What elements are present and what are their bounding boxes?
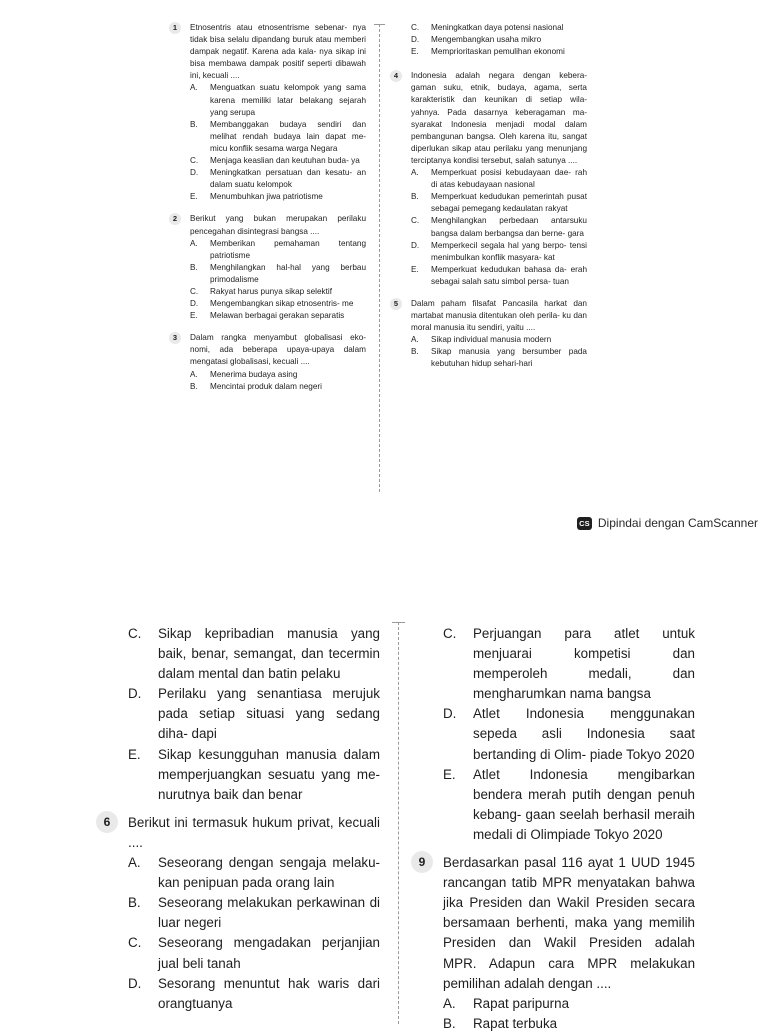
text-line: sama karena memiliki latar belakang (210, 83, 367, 105)
text-line: Sikap manusia yang bersumber pada (431, 347, 587, 357)
text-line: Rapat paripurna (473, 995, 570, 1011)
answer-option (190, 286, 366, 298)
question-3 (172, 332, 366, 392)
text-line: Sikap kepribadian manusia yang baik, (158, 626, 380, 662)
text-line: dan mengharumkan nama bangsa (473, 666, 695, 702)
answer-option (190, 369, 366, 381)
text-line: memperjuangkan sesuatu yang me- (158, 766, 380, 782)
text-line: me (342, 299, 354, 309)
option-text (431, 240, 587, 264)
text-line: Mengembangkan sikap etnosentris- (210, 299, 340, 309)
option-letter: C. (443, 626, 457, 641)
text-line: gaman suku, etnik, budaya, agama, serta (411, 83, 587, 93)
answer-option (190, 155, 366, 167)
option-text (158, 933, 380, 973)
option-text (210, 298, 366, 310)
text-line: kan penipuan pada orang lain (158, 875, 335, 891)
text-line: memberi dampak negatif. Karena ada kala- (190, 35, 367, 57)
text-line: adalah dengan .... (504, 975, 612, 991)
option-letter: A. (411, 335, 419, 345)
text-line: orangtuanya (158, 995, 233, 1011)
text-line: jual beli tanah (158, 955, 241, 971)
answer-option (443, 704, 695, 764)
text-line: gara (567, 228, 584, 238)
option-letter: D. (128, 975, 142, 991)
text-line: Memperkuat posisi kebudayaan dae- (431, 168, 571, 178)
option-letter: B. (190, 262, 198, 272)
answer-option (190, 119, 366, 155)
option-text (210, 167, 366, 191)
question-5 (393, 298, 587, 371)
option-letter: B. (190, 119, 198, 129)
answer-option (443, 994, 695, 1014)
text-line: kat (543, 252, 555, 262)
option-letter: C. (190, 156, 199, 166)
text-line: Seseorang dengan sengaja melaku- (158, 855, 380, 871)
text-line: ya (351, 156, 360, 166)
text-line: Dalam paham filsafat Pancasila harkat dan (411, 298, 587, 308)
text-line: Sikap kesungguhan manusia dalam (158, 746, 380, 762)
text-line: menunjang terciptanya kondisi tersebut, (411, 143, 587, 165)
option-letter: D. (411, 35, 420, 45)
option-letter: B. (443, 1015, 456, 1031)
text-line: Olimpiade Tokyo 2020 (530, 826, 663, 842)
text-line: tuan (552, 276, 569, 286)
answer-option (411, 22, 587, 34)
answer-option (411, 34, 587, 46)
option-letter: C. (128, 935, 142, 951)
text-line: Atlet Indonesia menggunakan sepeda (473, 706, 695, 742)
answer-option (128, 624, 380, 684)
answer-option (190, 191, 366, 203)
option-text (431, 34, 587, 46)
text-line: merah putih dengan penuh kebang- (473, 786, 695, 822)
answer-option (411, 346, 587, 370)
answer-option (128, 893, 380, 933)
answer-option (411, 46, 587, 58)
option-text (158, 745, 380, 805)
text-line: kompetisi dan memperoleh medali, (473, 646, 695, 682)
text-line: karakteristik dan keunikan di setiap wila- (411, 95, 587, 105)
option-text (210, 238, 366, 262)
answer-option (411, 167, 587, 191)
answer-option (190, 310, 366, 322)
text-line: Meningkatkan persatuan dan kesatu- (210, 168, 353, 178)
option-letter: D. (411, 240, 420, 250)
option-text (473, 765, 695, 845)
option-text (210, 262, 366, 286)
option-text (210, 119, 366, 155)
text-line: Berdasarkan pasal 116 ayat 1 UUD 1945 (443, 855, 695, 871)
option-text (473, 624, 695, 704)
question-number: 3 (169, 332, 181, 344)
option-text (431, 334, 587, 346)
option-letter: C. (411, 216, 420, 226)
camscanner-watermark (577, 514, 758, 532)
text-line: pusat sebagai pemegang kedaulatan (431, 192, 588, 214)
answer-option (411, 240, 587, 264)
question-stem (190, 22, 366, 82)
text-line: sejarah yang serupa (210, 95, 366, 117)
answer-option (190, 82, 366, 118)
answer-option (411, 264, 587, 288)
answer-option (128, 745, 380, 805)
text-line: salah satunya .... (515, 155, 578, 165)
question-stem (411, 298, 587, 334)
option-text (158, 974, 380, 1014)
left-column (103, 624, 380, 1014)
text-line: Memperkecil segala hal yang berpo- (431, 240, 567, 250)
option-letter: A. (128, 855, 141, 871)
option-text (210, 369, 366, 381)
question-number: 9 (411, 851, 433, 873)
camscanner-text: Dipindai dengan CamScanner (597, 516, 758, 530)
option-text (431, 264, 587, 288)
text-line: mental dan batin pelaku (198, 666, 341, 682)
text-line: bersamaan berhenti, maka yang memilih (443, 915, 695, 931)
continued-options (411, 22, 587, 58)
option-text (431, 346, 587, 370)
text-line: Berikut ini termasuk hukum privat, kecuali (128, 814, 380, 830)
question-stem (443, 853, 695, 994)
option-letter: B. (128, 895, 141, 911)
text-line: nurutnya baik dan benar (158, 786, 303, 802)
question-list (393, 70, 588, 370)
text-line: Presiden dan Wakil Presiden adalah MPR. (443, 935, 695, 971)
answer-option (128, 684, 380, 744)
text-line: piade Tokyo 2020 (589, 746, 695, 762)
text-line: gaan seelah berhasil meraih medali di (473, 806, 695, 842)
text-line: rakyat (545, 204, 568, 214)
question-2 (172, 213, 366, 322)
text-line: Menerima budaya asing (210, 369, 298, 379)
option-letter: E. (411, 264, 419, 274)
scan-page-1 (0, 18, 768, 493)
text-line: Indonesia adalah negara dengan kebera- (411, 71, 587, 81)
text-line: Memprioritaskan pemulihan ekonomi (431, 47, 565, 57)
text-line: Memberikan pemahaman tentang (210, 238, 366, 248)
text-line: Memperkuat kedudukan bahasa da- (431, 264, 567, 274)
option-letter: A. (411, 168, 419, 178)
text-line: rah di atas kebudayaan nasional (431, 168, 588, 190)
text-line: melihat rendah budaya lain dapat me- (210, 131, 366, 141)
text-line: jika Presiden dan Wakil Presiden secara (443, 895, 695, 911)
option-letter: B. (411, 192, 419, 202)
option-text (431, 22, 587, 34)
text-line: tensi menimbulkan konflik masyara- (431, 240, 587, 262)
option-text (210, 310, 366, 322)
text-line: seperti dibawah ini, kecuali .... (190, 59, 366, 81)
text-line: erah sebagai salah satu simbol persa- (431, 264, 587, 286)
question-stem (190, 213, 366, 237)
option-letter: B. (190, 381, 198, 391)
answer-option (128, 853, 380, 893)
option-letter: A. (190, 238, 198, 248)
question-6 (103, 813, 380, 1014)
option-letter: C. (128, 626, 142, 641)
option-text (210, 191, 366, 203)
text-line: Meningkatkan daya potensi nasional (431, 23, 564, 32)
option-letter: A. (190, 369, 198, 379)
answer-option (411, 191, 587, 215)
answer-option (411, 334, 587, 346)
text-line: Atlet Indonesia mengibarkan bendera (473, 766, 695, 802)
text-line: pembangunan bangsa. Oleh karena itu, (411, 131, 560, 141)
option-text (158, 684, 380, 744)
text-line: Perilaku yang senantiasa merujuk (158, 686, 380, 702)
text-line: Seseorang melakukan perkawinan di (158, 895, 380, 911)
option-text (210, 82, 366, 118)
text-line: kebutuhan hidup sehari-hari (431, 359, 533, 369)
text-line: nya tidak bisa selalu dipandang buruk atau (190, 23, 366, 45)
question-number: 5 (390, 298, 402, 310)
question-stem (190, 332, 366, 368)
answer-option (190, 238, 366, 262)
text-line: Sikap individual manusia modern (431, 335, 552, 345)
text-line: bangsa dalam berbangsa dan berne- (431, 228, 566, 238)
column-divider (379, 24, 380, 492)
text-line: luar negeri (158, 915, 222, 931)
camscanner-logo-icon: CS (577, 517, 592, 530)
text-line: syarakat Indonesia menjadi modal dalam (411, 119, 587, 129)
question-number: 1 (169, 22, 181, 34)
text-line: asli Indonesia saat bertanding di Olim- (473, 726, 695, 762)
text-line: nomi, ada beberapa upaya-upaya dalam (190, 345, 366, 355)
text-line: nya sikap ini bisa membawa dampak positif (190, 47, 366, 69)
option-letter: E. (443, 766, 456, 782)
option-letter: E. (128, 746, 141, 762)
text-line: Rapat terbuka (473, 1015, 558, 1031)
option-text (210, 155, 366, 167)
text-line: dapi (191, 726, 217, 742)
option-text (158, 853, 380, 893)
text-line: rancangan tatib MPR menyatakan bahwa (443, 875, 695, 891)
option-letter: D. (443, 706, 457, 722)
question-number: 4 (390, 70, 402, 82)
option-text (210, 381, 366, 393)
right-column (418, 624, 696, 1034)
option-letter: D. (190, 299, 199, 309)
scan-page-2 (0, 616, 768, 1031)
text-line: Berikut yang bukan merupakan perilaku (190, 214, 366, 224)
option-letter: E. (190, 311, 198, 321)
column-divider (398, 622, 399, 1024)
text-line: primodalisme (210, 274, 259, 284)
left-column (172, 22, 367, 403)
answer-option (128, 933, 380, 973)
text-line: micu konflik sesama warga Negara (210, 143, 338, 153)
text-line: benar, semangat, dan tecermin dalam (158, 646, 380, 682)
answer-option (190, 298, 366, 310)
text-line: Mencintai produk dalam negeri (210, 381, 322, 391)
question-list (103, 813, 380, 1014)
text-line: patriotisme (210, 250, 251, 260)
answer-option (443, 765, 695, 845)
option-text (431, 167, 587, 191)
option-text (158, 624, 380, 684)
question-9 (418, 853, 696, 1034)
option-text (431, 191, 587, 215)
text-line: sangat diperlukan sikap atau perilaku yang (411, 131, 588, 153)
text-line: Adapun cara MPR melakukan pemilihan (443, 955, 696, 991)
text-line: an dalam suatu kelompok (210, 168, 366, 190)
text-line: Melawan berbagai gerakan separatis (210, 311, 345, 321)
option-letter: B. (411, 347, 419, 357)
option-text (473, 994, 695, 1014)
text-line: yahnya. Pada dasarnya keberagaman ma- (411, 107, 587, 117)
answer-option (128, 974, 380, 1014)
option-letter: C. (190, 286, 199, 296)
option-letter: D. (190, 168, 199, 178)
text-line: pada setiap situasi yang sedang diha- (158, 706, 380, 742)
question-4 (393, 70, 588, 288)
option-text (210, 286, 366, 298)
text-line: martabat manusia ditentukan oleh perila- (411, 311, 560, 321)
text-line: Menguatkan suatu kelompok yang (210, 83, 342, 93)
question-number: 6 (96, 811, 118, 833)
text-line: Menjaga keaslian dan keutuhan buda- (210, 156, 349, 166)
text-line: Menghilangkan perbedaan antarsuku (431, 216, 587, 226)
option-text (431, 46, 587, 58)
option-letter: C. (411, 23, 420, 32)
option-text (431, 215, 587, 239)
text-line: pencegahan disintegrasi bangsa .... (190, 226, 320, 236)
option-letter: D. (128, 686, 142, 702)
text-line: Memperkuat kedudukan pemerintah (431, 192, 564, 202)
text-line: Sesorang menuntut hak waris dari (158, 975, 380, 991)
option-letter: E. (190, 192, 198, 202)
question-list (418, 853, 696, 1034)
text-line: Dalam rangka menyambut globalisasi eko- (190, 333, 366, 343)
text-line: Perjuangan para atlet untuk menjuarai (473, 626, 695, 662)
question-number: 2 (169, 213, 181, 225)
text-line: Seseorang mengadakan perjanjian (158, 935, 380, 951)
answer-option (411, 215, 587, 239)
text-line: Menghilangkan hal-hal yang berbau (210, 262, 366, 272)
text-line: Mengembangkan usaha mikro (431, 35, 542, 45)
question-stem (411, 70, 587, 167)
text-line: Etnosentris atau etnosentrisme sebenar- (190, 23, 348, 32)
option-letter: A. (190, 83, 198, 93)
text-line: .... (128, 834, 143, 850)
right-column (393, 22, 588, 381)
continued-options (128, 624, 380, 805)
question-1 (172, 22, 367, 203)
text-line: mengatasi globalisasi, kecuali .... (190, 357, 310, 367)
option-text (473, 704, 695, 764)
text-line: Membanggakan budaya sendiri dan (210, 119, 366, 129)
continued-options (443, 624, 695, 845)
text-line: Menumbuhkan jiwa patriotisme (210, 192, 323, 202)
answer-option (190, 167, 366, 191)
text-line: Rakyat harus punya sikap selektif (210, 286, 332, 296)
question-stem (128, 813, 380, 853)
option-letter: A. (443, 995, 456, 1011)
option-letter: E. (411, 47, 419, 57)
option-text (158, 893, 380, 933)
text-line: ku dan moral manusia itu sendiri, yaitu .... (411, 311, 587, 333)
answer-option (443, 624, 695, 704)
answer-option (190, 262, 366, 286)
answer-option (190, 381, 366, 393)
